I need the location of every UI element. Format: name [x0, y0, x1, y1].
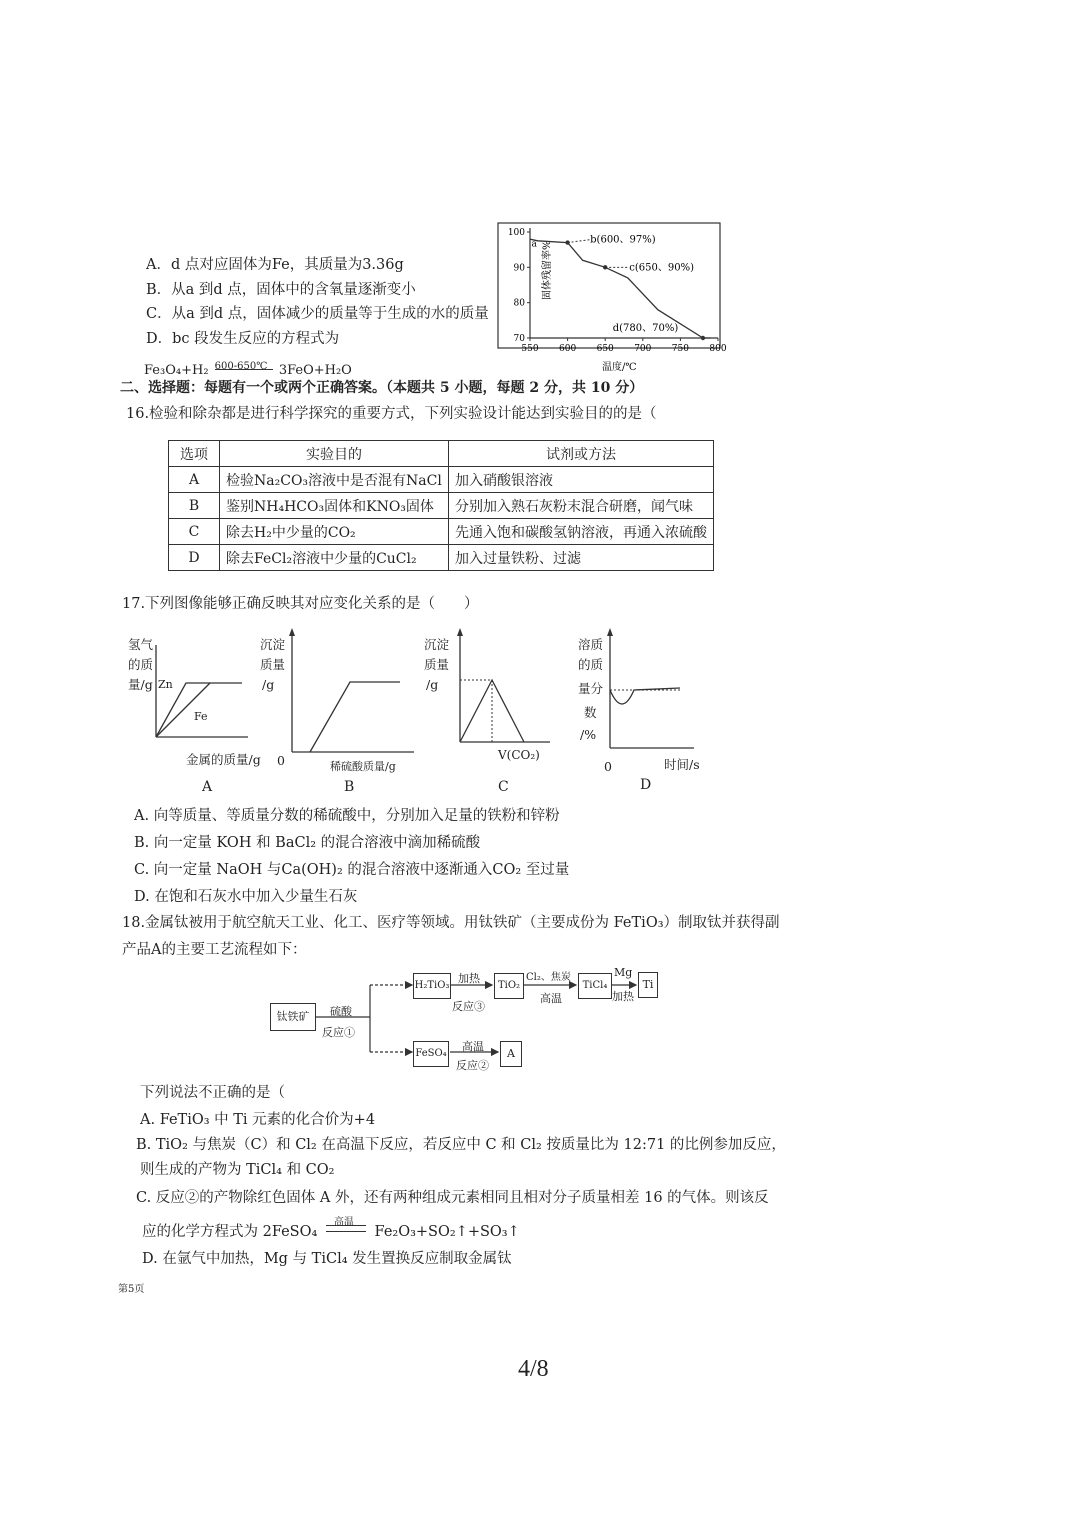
q17-option-d: D. 在饱和石灰水中加入少量生石灰: [134, 889, 358, 905]
c-eq-right: Fe₂O₃+SO₂↑+SO₃↑: [374, 1224, 520, 1240]
eq-arrow: [214, 361, 273, 372]
q17-option-b: B. 向一定量 KOH 和 BaCl₂ 的混合溶液中滴加稀硫酸: [134, 835, 481, 851]
graph-a-zn: Zn: [158, 678, 173, 691]
table-cell: 加入硝酸银溶液: [449, 467, 714, 493]
flow-label-r3: 反应③: [452, 1000, 485, 1013]
eq-condition: 600-650℃: [214, 361, 268, 372]
graph-c-ylabel-2: 质量: [424, 657, 450, 672]
chart-annotation-b: b(600、97%): [590, 234, 656, 246]
flow-box-a: A: [500, 1041, 522, 1067]
table-cell: 分别加入熟石灰粉末混合研磨，闻气味: [449, 493, 714, 519]
q15-option-a: A．d 点对应固体为Fe，其质量为3.36g: [146, 257, 404, 273]
footer-left: 第5页: [118, 1284, 145, 1295]
graph-d-zero: 0: [604, 759, 612, 774]
chart-annotation-c: c(650、90%): [629, 262, 694, 274]
col-header: 选项: [169, 441, 220, 467]
table-cell: B: [169, 493, 220, 519]
table-cell: 除去FeCl₂溶液中少量的CuCl₂: [220, 545, 449, 571]
table-header-row: [169, 441, 714, 467]
col-header: 实验目的: [220, 441, 449, 467]
graph-d-ylabel-1: 溶质: [578, 637, 604, 652]
graph-b-tag: B: [344, 779, 355, 795]
flow-box-feso4: FeSO₄: [413, 1041, 449, 1067]
flow-box-tio2: TiO₂: [494, 973, 524, 999]
graph-d-tag: D: [640, 777, 652, 793]
graph-d-xlabel: 时间/s: [664, 757, 700, 772]
q15-option-c: C．从a 到d 点，固体减少的质量等于生成的水的质量: [146, 306, 489, 322]
graph-c: [454, 628, 554, 746]
chart-xtick-label: 700: [634, 344, 652, 354]
flow-label-heat: 加热: [458, 972, 480, 985]
page-number: 4/8: [518, 1356, 549, 1382]
flow-label-r2: 反应②: [456, 1059, 489, 1072]
table-row: [169, 545, 714, 571]
chart-xtick-label: 650: [596, 344, 614, 354]
q18-option-b-2: 则生成的产物为 TiCl₄ 和 CO₂: [140, 1162, 335, 1178]
section-2-heading: 二、选择题：每题有一个或两个正确答案。（本题共 5 小题，每题 2 分，共 10 分）: [120, 380, 644, 396]
graph-a: [150, 645, 250, 745]
graph-b-ylabel-3: /g: [262, 677, 275, 692]
chart-ticks: [508, 228, 727, 354]
q15-option-b: B．从a 到d 点，固体中的含氧量逐渐变小: [146, 282, 416, 298]
chart-point: [701, 336, 705, 340]
q15-option-d: D．bc 段发生反应的方程式为: [146, 331, 340, 347]
graph-b-ylabel-2: 质量: [260, 657, 286, 672]
chart-ytick-label: 80: [513, 298, 525, 309]
residue-rate-chart: [490, 220, 730, 380]
flow-label-heat2: 加热: [612, 990, 634, 1003]
graph-b-zero: 0: [277, 753, 285, 768]
table-cell: 先通入饱和碳酸氢钠溶液，再通入浓硫酸: [449, 519, 714, 545]
chart-xlabel: 温度/℃: [602, 362, 637, 373]
flow-label-mg: Mg: [614, 966, 633, 979]
q17-stem: 17.下列图像能够正确反映其对应变化关系的是（ ）: [122, 596, 479, 612]
graph-b: [286, 628, 416, 756]
chart-leader: [568, 240, 591, 243]
q18-option-c-2: [142, 1217, 520, 1242]
col-header: 试剂或方法: [449, 441, 714, 467]
graph-b-ylabel-1: 沉淀: [260, 637, 286, 652]
q17-option-a: A. 向等质量、等质量分数的稀硫酸中，分别加入足量的铁粉和锌粉: [134, 808, 560, 824]
q16-table: [168, 440, 714, 571]
table-cell: A: [169, 467, 220, 493]
q18-option-d: D. 在氩气中加热，Mg 与 TiCl₄ 发生置换反应制取金属钛: [142, 1251, 512, 1267]
graph-a-fe: Fe: [194, 710, 208, 723]
graph-d-ylabel-5: /%: [580, 727, 597, 742]
flow-box-ore: 钛铁矿: [270, 1003, 316, 1031]
q18-ask: 下列说法不正确的是（: [140, 1085, 285, 1101]
q18-option-a: A. FeTiO₃ 中 Ti 元素的化合价为+4: [140, 1112, 376, 1128]
graph-a-ylabel-1: 氢气: [128, 637, 154, 652]
graph-a-tag: A: [202, 779, 213, 795]
flow-box-ticl4: TiCl₄: [578, 973, 612, 999]
chart-xtick-label: 600: [559, 344, 577, 354]
flow-box-h2tio3: H₂TiO₃: [413, 973, 451, 999]
c-eq-equals: [326, 1217, 366, 1232]
q18-stem-line2: 产品A的主要工艺流程如下：: [122, 942, 307, 958]
graph-b-xlabel: 稀硫酸质量/g: [330, 760, 396, 773]
graph-a-ylabel-3: 量/g: [128, 677, 153, 692]
table-row: [169, 519, 714, 545]
flow-label-acid: 硫酸: [330, 1005, 352, 1018]
q18-option-c-1: C. 反应②的产物除红色固体 A 外，还有两种组成元素相同且相对分子质量相差 16 的气体。则该反: [136, 1190, 769, 1206]
table-cell: 除去H₂中少量的CO₂: [220, 519, 449, 545]
chart-ytick-label: 100: [507, 228, 525, 238]
table-row: [169, 467, 714, 493]
q16-stem: 16.检验和除杂都是进行科学探究的重要方式，下列实验设计能达到实验目的的是（: [126, 406, 657, 422]
flow-label-hightemp: 高温: [540, 992, 562, 1005]
q17-option-c: C. 向一定量 NaOH 与Ca(OH)₂ 的混合溶液中逐渐通入CO₂ 至过量: [134, 862, 570, 878]
c-eq-left: 应的化学方程式为 2FeSO₄: [142, 1224, 318, 1240]
graph-c-xlabel: V(CO₂): [498, 748, 540, 762]
flow-label-cl2: Cl₂、焦炭: [526, 972, 571, 983]
flow-label-hightemp2: 高温: [462, 1040, 484, 1053]
graph-a-xlabel: 金属的质量/g: [186, 752, 261, 767]
table-row: [169, 493, 714, 519]
chart-ytick-label: 70: [513, 334, 525, 344]
table-cell: D: [169, 545, 220, 571]
table-cell: 加入过量铁粉、过滤: [449, 545, 714, 571]
q18-option-b-1: B. TiO₂ 与焦炭（C）和 Cl₂ 在高温下反应，若反应中 C 和 Cl₂ 按质量比为 12:71 的比例参加反应，: [136, 1137, 786, 1153]
chart-annotation-a: a: [531, 239, 537, 250]
graph-a-ylabel-2: 的质: [128, 657, 154, 672]
c-eq-condition: 高温: [333, 1217, 354, 1228]
eq-left: Fe₃O₄+H₂: [144, 363, 209, 378]
chart-ylabel: 固体残留率%: [542, 240, 553, 300]
graph-c-tag: C: [498, 779, 509, 795]
chart-ytick-label: 90: [513, 263, 525, 274]
chart-xtick-label: 550: [521, 344, 539, 354]
table-cell: 检验Na₂CO₃溶液中是否混有NaCl: [220, 467, 449, 493]
flow-box-ti: Ti: [638, 972, 658, 998]
table-cell: C: [169, 519, 220, 545]
graph-d-ylabel-4: 数: [584, 705, 597, 720]
graph-d-ylabel-3: 量分: [578, 681, 604, 696]
q18-stem-line1: 18.金属钛被用于航空航天工业、化工、医疗等领域。用钛铁矿（主要成份为 FeTiO₃）制取钛并获得副: [122, 915, 780, 931]
flow-label-r1: 反应①: [322, 1026, 355, 1039]
chart-xtick-label: 750: [671, 344, 689, 354]
graph-d-ylabel-2: 的质: [578, 657, 604, 672]
graph-c-ylabel-1: 沉淀: [424, 637, 450, 652]
graph-d: [604, 628, 696, 752]
eq-right: 3FeO+H₂O: [278, 363, 352, 378]
chart-xtick-label: 800: [709, 344, 727, 354]
table-cell: 鉴别NH₄HCO₃固体和KNO₃固体: [220, 493, 449, 519]
chart-annotation-d: d(780、70%): [612, 322, 679, 334]
graph-c-ylabel-3: /g: [426, 677, 439, 692]
